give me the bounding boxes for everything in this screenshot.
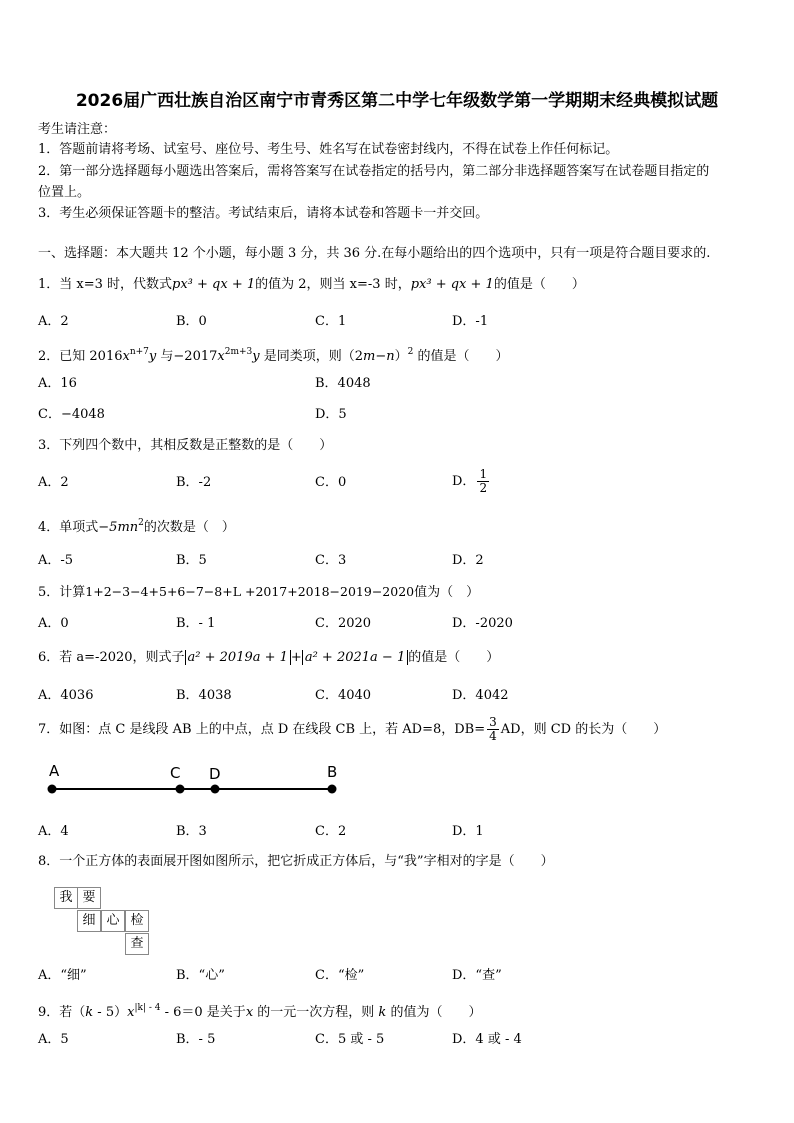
q9-option-c: C．5 或 - 5 xyxy=(315,1032,385,1047)
q4-text-2: 的次数是（ ） xyxy=(143,520,235,535)
q7-ad: AD xyxy=(500,722,521,737)
notice-item: 1．答题前请将考场、试室号、座位号、考生号、姓名写在试卷密封线内，不得在试卷上作任何标记。 xyxy=(38,142,619,157)
q6-option-b: B．4038 xyxy=(176,688,232,703)
q2-var: x xyxy=(217,349,225,364)
q9-var: k xyxy=(378,1005,387,1020)
q1-text: 1．当 x=3 时，代数式 xyxy=(38,277,173,292)
q9-text-2: - 5） xyxy=(93,1005,128,1020)
q6-plus: + xyxy=(290,650,302,665)
q4-expression: −5mn xyxy=(98,520,139,535)
q4-text: 4．单项式 xyxy=(38,520,99,535)
q9-text-4: 的一元一次方程，则 xyxy=(253,1005,379,1020)
question-6 xyxy=(38,649,499,667)
q2-text-5: 的值是（ ） xyxy=(413,349,509,364)
q9-exponent: |k| - 4 xyxy=(134,1003,161,1013)
question-1 xyxy=(38,276,585,294)
notice-heading: 考生请注意： xyxy=(38,122,117,137)
q7-option-b: B．3 xyxy=(176,824,207,839)
q2-var: x xyxy=(122,349,130,364)
q3-option-c: C．0 xyxy=(315,475,347,490)
q2-option-d: D．5 xyxy=(315,407,347,422)
point-label-b: B xyxy=(327,763,338,781)
q2-option-b: B．4048 xyxy=(315,376,371,391)
q2-text-2: 与−2017 xyxy=(156,349,218,364)
question-4 xyxy=(38,514,235,537)
q6-absolute-2: a² + 2021a − 1 xyxy=(302,650,408,665)
notice-item: 2．第一部分选择题每小题选出答案后，需将答案写在试卷指定的括号内，第二部分非选择题答案写在试卷题目指定的 xyxy=(38,164,710,179)
q8-option-d: D．“查” xyxy=(452,968,502,983)
q1-option-b: B．0 xyxy=(176,314,207,329)
q9-option-d: D．4 或 - 4 xyxy=(452,1032,522,1047)
q1-text-3: 的值是（ ） xyxy=(493,277,585,292)
q1-expression-2: px³ + qx + 1 xyxy=(410,277,494,292)
question-8: 8．一个正方体的表面展开图如图所示，把它折成正方体后，与“我”字相对的字是（ ） xyxy=(38,854,554,869)
q2-exponent: n+7 xyxy=(129,347,149,357)
net-cell: 心 xyxy=(101,910,125,932)
point-c xyxy=(176,785,185,794)
q6-option-d: D．4042 xyxy=(452,688,509,703)
q6-absolute-1: a² + 2019a + 1 xyxy=(185,650,291,665)
q2-text-3: 是同类项，则（2 xyxy=(259,349,364,364)
q5-expression: 1+2−3−4+5+6−7−8+L +2017+2018−2019−2020 xyxy=(85,584,415,599)
q7-text: 7．如图：点 C 是线段 AB 上的中点，点 D 在线段 CB 上，若 AD=8，DB= xyxy=(38,722,486,737)
net-cell: 检 xyxy=(125,910,149,932)
q4-option-b: B．5 xyxy=(176,553,207,568)
q4-option-c: C．3 xyxy=(315,553,347,568)
q2-text-4: ） xyxy=(394,349,408,364)
q6-text: 6．若 a=-2020，则式子 xyxy=(38,650,185,665)
q7-option-a: A．4 xyxy=(38,824,69,839)
q4-option-a: A．-5 xyxy=(38,553,74,568)
q9-var: x xyxy=(245,1005,254,1020)
q5-option-c: C．2020 xyxy=(315,616,372,631)
question-2 xyxy=(38,343,509,366)
q1-option-d: D．-1 xyxy=(452,314,489,329)
q8-option-c: C．“检” xyxy=(315,968,365,983)
q1-text-2: 的值为 2，则当 x=-3 时， xyxy=(255,277,411,292)
q5-option-b: B．- 1 xyxy=(176,616,216,631)
q4-option-d: D．2 xyxy=(452,553,484,568)
fraction-numerator: 1 xyxy=(479,467,488,481)
q4-exponent: 2 xyxy=(138,518,144,528)
question-9 xyxy=(38,999,481,1022)
q5-option-d: D．-2020 xyxy=(452,616,513,631)
q3-option-a: A．2 xyxy=(38,475,69,490)
point-label-c: C xyxy=(170,764,181,782)
fraction xyxy=(477,468,489,495)
q6-option-c: C．4040 xyxy=(315,688,372,703)
point-d xyxy=(211,785,220,794)
line-segment-figure xyxy=(40,760,350,800)
q9-text: 9．若（ xyxy=(38,1005,86,1020)
net-cell: 查 xyxy=(125,933,149,955)
fraction-numerator: 3 xyxy=(489,715,497,729)
question-5 xyxy=(38,583,479,602)
q9-text-5: 的值为（ ） xyxy=(386,1005,482,1020)
point-label-d: D xyxy=(209,765,221,783)
question-3: 3．下列四个数中，其相反数是正整数的是（ ） xyxy=(38,438,333,453)
q9-text-3: - 6＝0 是关于 xyxy=(160,1005,246,1020)
q3-option-d-label: D． xyxy=(452,474,476,489)
q2-text: 2．已知 2016 xyxy=(38,349,123,364)
q5-text-2: 值为（ ） xyxy=(414,585,480,600)
page-title: 2026届广西壮族自治区南宁市青秀区第二中学七年级数学第一学期期末经典模拟试题 xyxy=(75,91,719,111)
q2-var: y xyxy=(148,349,157,364)
question-7 xyxy=(38,714,666,746)
point-a xyxy=(48,785,57,794)
q5-option-a: A．0 xyxy=(38,616,69,631)
q3-option-b: B．-2 xyxy=(176,475,212,490)
q1-option-c: C．1 xyxy=(315,314,347,329)
q8-option-b: B．“心” xyxy=(176,968,225,983)
q1-expression: px³ + qx + 1 xyxy=(172,277,256,292)
q9-var: x xyxy=(127,1005,135,1020)
notice-item: 3．考生必须保证答题卡的整洁。考试结束后，请将本试卷和答题卡一并交回。 xyxy=(38,206,489,221)
fraction-denominator: 2 xyxy=(479,481,488,495)
q6-text-2: 的值是（ ） xyxy=(408,650,500,665)
net-cell: 细 xyxy=(77,910,101,932)
q9-var: k xyxy=(85,1005,94,1020)
q2-exponent: 2m+3 xyxy=(224,347,253,357)
fraction xyxy=(487,716,499,743)
point-label-a: A xyxy=(49,762,60,780)
q2-square: 2 xyxy=(407,347,414,357)
q2-expression: m−n xyxy=(363,349,395,364)
q9-option-b: B．- 5 xyxy=(176,1032,216,1047)
q2-var: y xyxy=(252,349,260,364)
q5-text: 5．计算 xyxy=(38,585,86,600)
q1-option-a: A．2 xyxy=(38,314,69,329)
notice-item: 位置上。 xyxy=(38,185,91,200)
q3-option-d xyxy=(452,466,491,498)
section-heading: 一、选择题：本大题共 12 个小题，每小题 3 分，共 36 分.在每小题给出的四个选项中，只有一项是符合题目要求的. xyxy=(38,246,711,261)
fraction-denominator: 4 xyxy=(489,729,497,743)
q2-option-c: C．−4048 xyxy=(38,407,105,422)
net-cell: 我 xyxy=(54,887,78,909)
q8-option-a: A．“细” xyxy=(38,968,87,983)
q7-text-2: ，则 CD 的长为（ ） xyxy=(520,722,667,737)
q6-option-a: A．4036 xyxy=(38,688,94,703)
q7-option-c: C．2 xyxy=(315,824,347,839)
q2-option-a: A．16 xyxy=(38,376,77,391)
q9-option-a: A．5 xyxy=(38,1032,69,1047)
net-cell: 要 xyxy=(77,887,101,909)
point-b xyxy=(328,785,337,794)
q7-option-d: D．1 xyxy=(452,824,484,839)
